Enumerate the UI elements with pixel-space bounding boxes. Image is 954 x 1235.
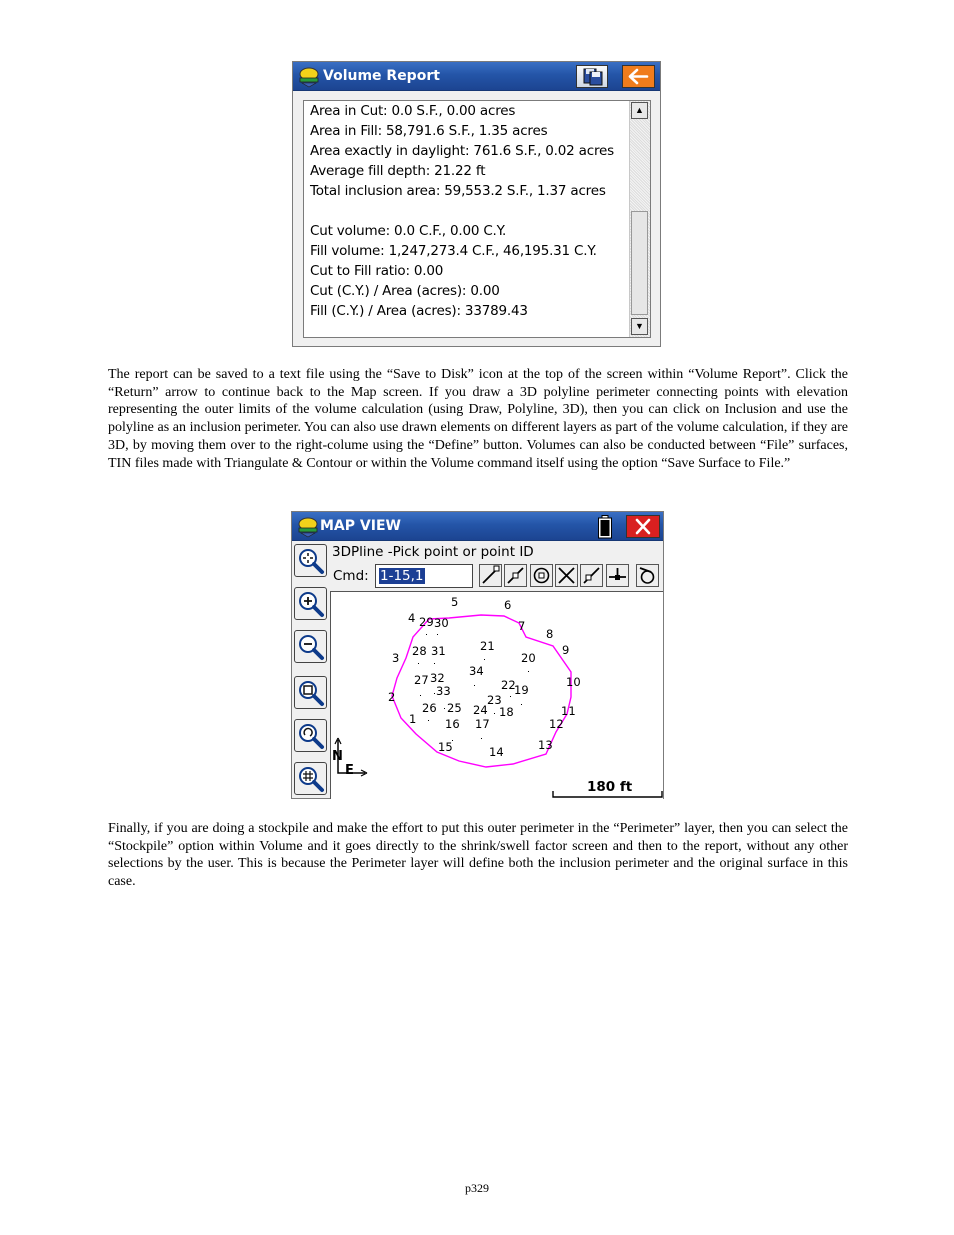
snap-perpendicular-icon	[607, 565, 628, 586]
report-line: Average fill depth: 21.22 ft	[310, 163, 486, 179]
point-label: 22	[501, 678, 516, 692]
scroll-thumb[interactable]	[631, 211, 648, 315]
point-label: 2	[388, 690, 396, 704]
battery-icon	[597, 515, 613, 539]
point-label: 21	[480, 639, 495, 653]
report-line: Total inclusion area: 59,553.2 S.F., 1.37 acres	[310, 183, 606, 199]
title-bar	[292, 512, 663, 541]
scale-label: 180 ft	[587, 779, 633, 795]
point-label: 26	[422, 701, 437, 715]
snap-endpoint-button[interactable]	[479, 564, 502, 587]
point-label: 23	[487, 693, 502, 707]
point-label: 12	[549, 717, 564, 731]
point-label: 27	[414, 673, 429, 687]
return-arrow-icon	[623, 66, 654, 87]
snap-midpoint-button[interactable]	[504, 564, 527, 587]
title-bar	[293, 62, 660, 91]
snap-endpoint-icon	[480, 565, 501, 586]
paragraph-stockpile: Finally, if you are doing a stockpile and make the effort to put this outer perimeter in the “Perimeter” layer, then you can select the “Stockpile” option within Volume and it goes directly to the shrink/swell factor screen and then to the report, without any other selections by the user. This is because the Perimeter layer will define both the inclusion perimeter and the original surface in this case.	[108, 821, 848, 890]
window-title: Volume Report	[323, 68, 440, 84]
point-label: 6	[504, 598, 512, 612]
point-label: 34	[469, 664, 484, 678]
scroll-down-button[interactable]: ▼	[631, 318, 648, 335]
point-label: 24	[473, 703, 488, 717]
point-label: 25	[447, 701, 462, 715]
point-label: 32	[430, 671, 445, 685]
window-title: MAP VIEW	[320, 518, 401, 534]
report-line: Area in Fill: 58,791.6 S.F., 1.35 acres	[310, 123, 548, 139]
point-label: 8	[546, 627, 554, 641]
map-drawing	[331, 592, 663, 799]
zoom-out-icon	[295, 631, 326, 662]
snap-center-icon	[531, 565, 552, 586]
snap-tangent-icon	[637, 565, 658, 586]
report-line: Area exactly in daylight: 761.6 S.F., 0.02 acres	[310, 143, 614, 159]
point-label: 1	[409, 712, 417, 726]
point-label: 29	[419, 615, 434, 629]
report-line: Cut to Fill ratio: 0.00	[310, 263, 444, 279]
volume-report-window	[292, 61, 661, 347]
zoom-grid-icon	[295, 763, 326, 794]
paragraph-save-report: The report can be saved to a text file using the “Save to Disk” icon at the top of the screen within “Volume Report”. Click the “Return” arrow to continue back to the Map screen. If you draw a 3D polyline perimeter connecting points with elevation representing the outer limits of the volume calculation (using Draw, Polyline, 3D), then you can click on Inclusion and use the polyline as an inclusion perimeter. You can also use drawn elements on different layers as part of the volume calculation, if they are 3D, by moving them over to the right-colume using the “Define” button. Volumes can also be conducted between “File” surfaces, TIN files made with Triangulate & Contour or within the Volume command itself using the option “Save Surface to File.”	[108, 367, 848, 471]
zoom-in-icon	[295, 588, 326, 619]
point-label: 11	[561, 704, 576, 718]
north-east-indicator	[332, 738, 367, 778]
snap-center-button[interactable]	[530, 564, 553, 587]
snap-nearest-icon	[581, 565, 602, 586]
point-label: 18	[499, 705, 514, 719]
zoom-previous-button[interactable]	[294, 719, 327, 752]
map-view-window	[291, 511, 664, 799]
app-logo-icon	[298, 66, 320, 88]
snap-nearest-button[interactable]	[580, 564, 603, 587]
scale-bar	[553, 779, 662, 797]
point-label: 3	[392, 651, 400, 665]
snap-intersection-button[interactable]	[555, 564, 578, 587]
app-logo-icon	[297, 516, 319, 538]
report-line: Fill volume: 1,247,273.4 C.F., 46,195.31 C.Y.	[310, 243, 597, 259]
save-to-disk-icon	[577, 66, 607, 87]
map-canvas[interactable]	[330, 591, 663, 799]
point-label: 7	[518, 619, 526, 633]
point-label: 15	[438, 740, 453, 754]
return-button[interactable]	[622, 65, 655, 88]
vertical-scrollbar[interactable]	[629, 101, 650, 337]
close-icon	[627, 516, 659, 537]
point-label: 4	[408, 611, 416, 625]
scroll-up-button[interactable]: ▲	[631, 102, 648, 119]
zoom-extents-icon	[295, 545, 326, 576]
snap-perpendicular-button[interactable]	[606, 564, 629, 587]
snap-intersection-icon	[556, 565, 577, 586]
point-label: 30	[434, 616, 449, 630]
report-line: Cut (C.Y.) / Area (acres): 0.00	[310, 283, 500, 299]
point-label: 20	[521, 651, 536, 665]
report-line: Fill (C.Y.) / Area (acres): 33789.43	[310, 303, 528, 319]
zoom-extents-button[interactable]	[294, 544, 327, 577]
point-label: 33	[436, 684, 451, 698]
point-label: 9	[562, 643, 570, 657]
report-text-box[interactable]	[303, 100, 651, 338]
point-label: 31	[431, 644, 446, 658]
east-label: E	[345, 763, 354, 778]
north-label: N	[332, 749, 343, 764]
close-button[interactable]	[626, 515, 660, 538]
zoom-window-button[interactable]	[294, 676, 327, 709]
zoom-out-button[interactable]	[294, 630, 327, 663]
cmd-input-value: 1-15,1	[380, 568, 424, 584]
point-label: 28	[412, 644, 427, 658]
prompt-text: 3DPline -Pick point or point ID	[332, 544, 534, 560]
point-label: 10	[566, 675, 581, 689]
point-label: 19	[514, 683, 529, 697]
snap-tangent-button[interactable]	[636, 564, 659, 587]
page-number: p329	[465, 1181, 489, 1195]
save-to-disk-button[interactable]	[576, 65, 608, 88]
snap-midpoint-icon	[505, 565, 526, 586]
report-line: Cut volume: 0.0 C.F., 0.00 C.Y.	[310, 223, 507, 239]
point-label: 16	[445, 717, 460, 731]
point-label: 17	[475, 717, 490, 731]
cmd-label: Cmd:	[333, 568, 369, 584]
point-label: 14	[489, 745, 504, 759]
report-line: Area in Cut: 0.0 S.F., 0.00 acres	[310, 103, 516, 119]
cmd-input[interactable]	[375, 564, 473, 588]
zoom-previous-icon	[295, 720, 326, 751]
zoom-in-button[interactable]	[294, 587, 327, 620]
point-label: 5	[451, 595, 459, 609]
zoom-window-icon	[295, 677, 326, 708]
point-label: 13	[538, 738, 553, 752]
zoom-grid-button[interactable]	[294, 762, 327, 795]
